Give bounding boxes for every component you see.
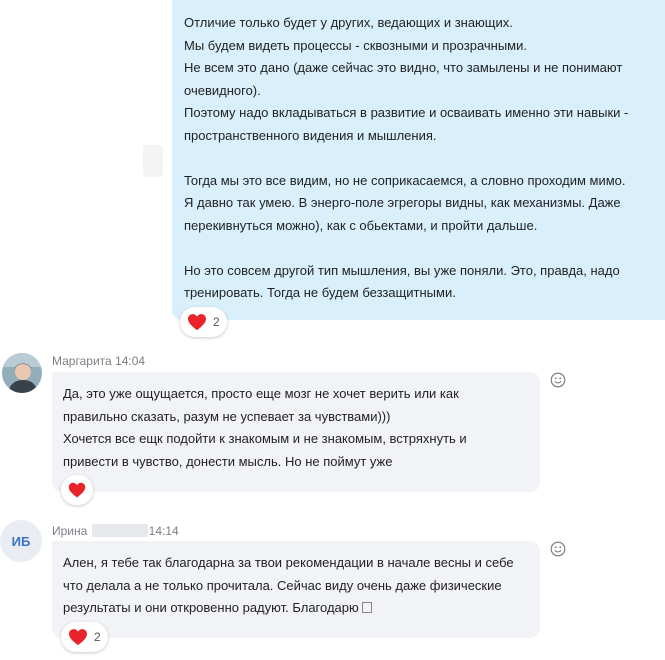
message-line: привести в чувство, донести мысль. Но не поймут уже: [63, 453, 393, 469]
avatar-photo: [2, 353, 42, 393]
message-line: Поэтому надо вкладываться в развитие и осваивать именно эти навыки -: [184, 105, 629, 120]
outgoing-message-bubble: [172, 0, 665, 320]
message-line: Тогда мы это все видим, но не соприкасаемся, а словно проходим мимо.: [184, 172, 626, 188]
author-name[interactable]: Ирина: [52, 524, 88, 538]
message-meta: [52, 354, 145, 368]
heart-icon: [68, 481, 86, 499]
message-line: Ален, я тебе так благодарна за твои рекомендации в начале весны и себе: [63, 555, 514, 570]
emoji-reaction-icon[interactable]: [550, 541, 566, 557]
message-line: тренировать. Тогда не будем беззащитными.: [184, 285, 456, 300]
author-name[interactable]: Маргарита: [52, 354, 112, 368]
reaction-heart-button[interactable]: [61, 622, 108, 652]
reaction-heart-button[interactable]: [180, 307, 227, 337]
message-time: 14:04: [115, 354, 146, 368]
reaction-count: 2: [213, 315, 220, 329]
message-paragraph: [184, 170, 655, 238]
reaction-count: 2: [94, 630, 101, 644]
faint-artifact: [143, 145, 163, 177]
message-line: пространственного видения и мышления.: [184, 127, 437, 143]
emoji-reaction-icon[interactable]: [550, 372, 566, 388]
message-line: перекивнуться можно), как с обьектами, и пройти дальше.: [184, 217, 538, 233]
message-line: Не всем это дано (даже сейчас это видно, что замылены и не понимают: [184, 60, 623, 75]
message-line: Мы будем видеть процессы - сквозными и прозрачными.: [184, 37, 527, 53]
redacted-surname: [92, 524, 148, 537]
message-line: Хочется все ещк подойти к знакомым и не знакомым, встряхнуть и: [63, 431, 467, 446]
message-line: Да, это уже ощущается, просто еще мозг не хочет верить или как: [63, 386, 459, 401]
message-time: 14:14: [148, 524, 179, 538]
message-line: результаты и они откровенно радуют. Благодарю: [63, 600, 359, 615]
message-line: правильно сказать, разум не успевает за чувствами))): [63, 408, 391, 424]
message-line: Отличие только будет у других, ведающих и знающих.: [184, 15, 513, 30]
message-paragraph: [184, 12, 655, 147]
message-line: очевидного).: [184, 82, 261, 98]
message-line: Я давно так умею. В энерго-поле эгрегоры видны, как механизмы. Даже: [184, 195, 621, 210]
message-line: Но это совсем другой тип мышления, вы уже поняли. Это, правда, надо: [184, 262, 620, 278]
message-line: что делала а не только прочитала. Сейчас виду очень даже физические: [63, 577, 502, 593]
incoming-message-bubble: [52, 541, 540, 638]
incoming-message-bubble: [52, 372, 540, 492]
heart-icon: [68, 628, 88, 646]
reaction-heart-button[interactable]: [61, 475, 93, 505]
avatar-initials[interactable]: ИБ: [0, 520, 42, 562]
heart-icon: [187, 313, 207, 331]
avatar[interactable]: [2, 353, 42, 393]
emoji-placeholder-icon: [362, 602, 372, 613]
message-paragraph: [184, 260, 655, 305]
message-meta: [52, 524, 179, 538]
